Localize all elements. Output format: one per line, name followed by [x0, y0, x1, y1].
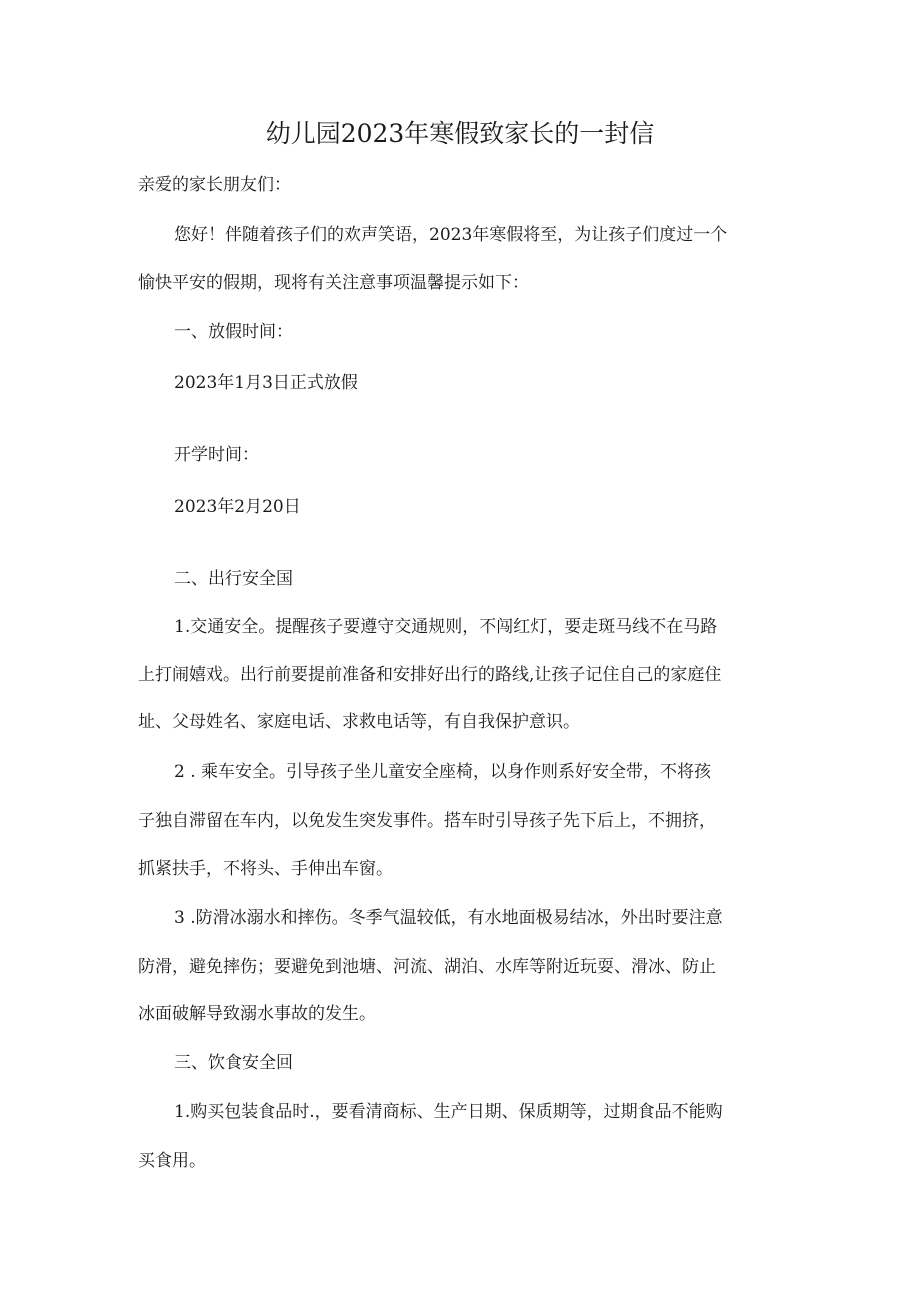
school-start-label: 开学时间： [174, 445, 259, 465]
food-safety-line-2: 买食用。 [138, 1151, 206, 1171]
holiday-date: 2023年1月3日正式放假 [174, 373, 358, 393]
section-1-heading: 一、放假时间： [174, 322, 293, 342]
ice-water-safety-line-2: 防滑，避免摔伤；要避免到池塘、河流、湖泊、水库等附近玩耍、滑冰、防止 [138, 957, 716, 977]
section-3-heading: 三、饮食安全回 [174, 1053, 293, 1073]
traffic-safety-line-2: 上打闹嬉戏。出行前要提前准备和安排好出行的路线,让孩子记住自己的家庭住 [138, 665, 722, 685]
section-2-heading: 二、出行安全国 [174, 569, 293, 589]
traffic-safety-line-3: 址、父母姓名、家庭电话、求救电话等，有自我保护意识。 [138, 712, 580, 732]
traffic-safety-line-1: 1.交通安全。提醒孩子要遵守交通规则，不闯红灯，要走斑马线不在马路 [174, 617, 718, 637]
letter-title: 幼儿园2023年寒假致家长的一封信 [265, 119, 655, 148]
school-start-date: 2023年2月20日 [174, 497, 301, 517]
ride-safety-line-2: 子独自滞留在车内，以免发生突发事件。搭车时引导孩子先下后上，不拥挤， [138, 811, 716, 831]
ride-safety-line-1: 2 . 乘车安全。引导孩子坐儿童安全座椅，以身作则系好安全带，不将孩 [174, 762, 712, 782]
ride-safety-line-3: 抓紧扶手，不将头、手伸出车窗。 [138, 859, 393, 879]
ice-water-safety-line-1: 3 .防滑冰溺水和摔伤。冬季气温较低，有水地面极易结冰，外出时要注意 [174, 908, 723, 928]
intro-line-2: 愉快平安的假期，现将有关注意事项温馨提示如下： [138, 273, 529, 293]
ice-water-safety-line-3: 冰面破解导致溺水事故的发生。 [138, 1004, 376, 1024]
food-safety-line-1: 1.购买包装食品时.，要看清商标、生产日期、保质期等，过期食品不能购 [174, 1102, 723, 1122]
intro-line-1: 您好！伴随着孩子们的欢声笑语，2023年寒假将至，为让孩子们度过一个 [174, 225, 728, 245]
salutation: 亲爱的家长朋友们： [138, 175, 291, 195]
